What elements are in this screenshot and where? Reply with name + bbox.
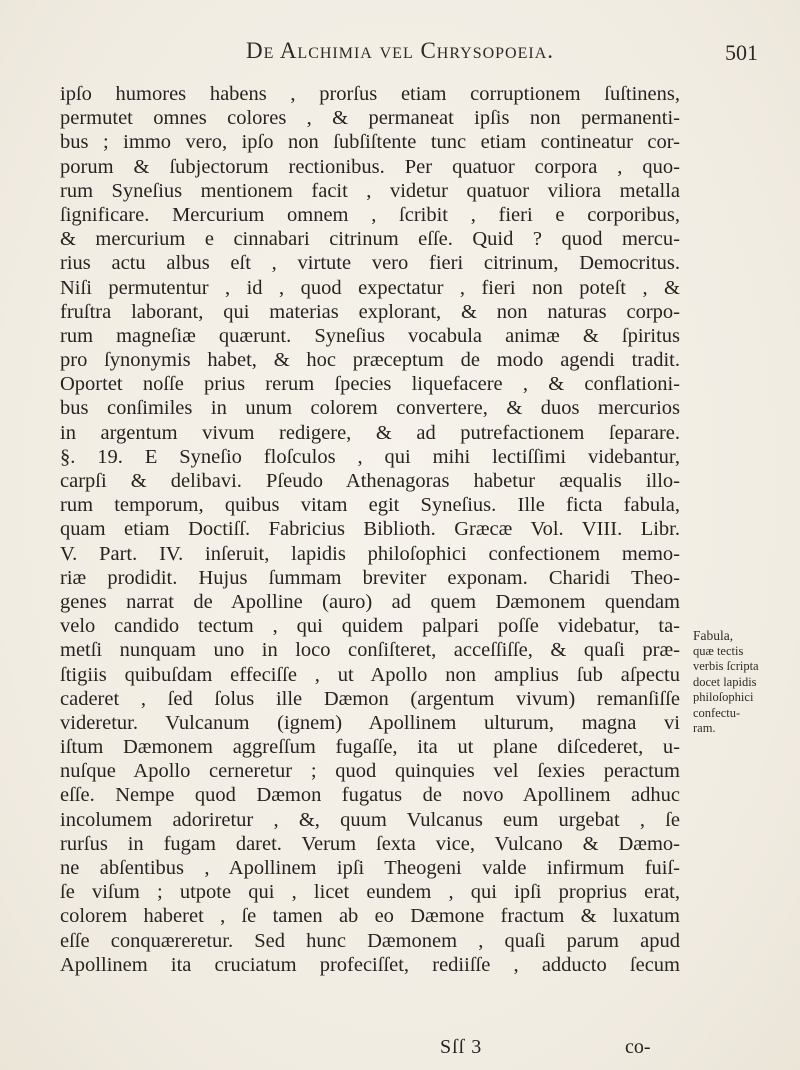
text-line: & mercurium e cinnabari citrinum eſſe. Quid ? quod mercu- bbox=[60, 228, 680, 251]
text-line: genes narrat de Apolline (auro) ad quem Dæmonem quendam bbox=[60, 590, 680, 613]
text-line: eſſe. Nempe quod Dæmon fugatus de novo Apollinem adhuc bbox=[60, 784, 680, 807]
text-line: fruſtra laborant, qui materias explorant, & non naturas corpo- bbox=[60, 300, 680, 323]
text-line: eſſe conquæreretur. Sed hunc Dæmonem , quaſi parum apud bbox=[60, 929, 680, 952]
margin-note-line: Fabula, bbox=[693, 628, 734, 643]
margin-note-line: philoſophici bbox=[693, 690, 754, 704]
text-line: pro ſynonymis habet, & hoc præceptum de modo agendi tradit. bbox=[60, 349, 680, 372]
text-line: permutet omnes colores , & permaneat ipſis non permanenti- bbox=[60, 107, 680, 130]
main-text-block bbox=[60, 82, 680, 977]
text-line: rius actu albus eſt , virtute vero fieri citrinum, Democritus. bbox=[60, 252, 680, 275]
text-line: ipſo humores habens , prorſus etiam corruptionem ſuſtinens, bbox=[60, 83, 680, 105]
text-line: Niſi permutentur , id , quod expectatur , fieri non poteſt , & bbox=[60, 276, 680, 299]
section-start-line: §. 19. E Syneſio floſculos , qui mihi lectiſſimi videbantur, bbox=[60, 445, 680, 468]
text-line: quam etiam Doctiſſ. Fabricius Biblioth. Græcæ Vol. VIII. Libr. bbox=[60, 518, 680, 541]
margin-note-line: confectu- bbox=[693, 705, 741, 720]
text-line: metſi nunquam uno in loco conſiſteret, acceſſiſſe, & quaſi præ- bbox=[60, 639, 680, 662]
text-line: rum magneſiæ quærunt. Syneſius vocabula animæ & ſpiritus bbox=[60, 324, 680, 347]
text-line: V. Part. IV. inſeruit, lapidis philoſophici confectionem memo- bbox=[60, 542, 680, 565]
text-line: rum Syneſius mentionem facit , videtur quatuor viliora metalla bbox=[60, 179, 680, 202]
text-line: iſtum Dæmonem aggreſſum fugaſſe, ita ut plane diſcederet, u- bbox=[60, 736, 680, 759]
text-line: bus conſimiles in unum colorem convertere, & duos mercurios bbox=[60, 397, 680, 420]
text-line: carpſi & delibavi. Pſeudo Athenagoras habetur æqualis illo- bbox=[60, 470, 680, 492]
text-line: rurſus in fugam daret. Verum ſexta vice, Vulcano & Dæmo- bbox=[60, 832, 680, 855]
text-line: nuſque Apollo cerneretur ; quod quinquies vel ſexies peractum bbox=[60, 760, 680, 783]
text-line: colorem haberet , ſe tamen ab eo Dæmone fractum & luxatum bbox=[60, 905, 680, 928]
text-line: Apollinem ita cruciatum profeciſſet, rediiſſe , adducto ſecum bbox=[60, 953, 680, 976]
text-line: riæ prodidit. Hujus ſummam breviter exponam. Charidi Theo- bbox=[60, 566, 680, 589]
text-line: videretur. Vulcanum (ignem) Apollinem ulturum, magna vi bbox=[60, 711, 680, 734]
text-line: bus ; immo vero, ipſo non ſubſiſtente tunc etiam contineatur cor- bbox=[60, 131, 680, 154]
margin-note bbox=[693, 628, 785, 737]
margin-note-line: verbis ſcripta bbox=[693, 659, 759, 673]
text-line: incolumem adoriretur , &, quum Vulcanus eum urgebat , ſe bbox=[60, 808, 680, 831]
text-line: porum & ſubjectorum rectionibus. Per quatuor corpora , quo- bbox=[60, 155, 680, 178]
margin-note-line: docet lapidis bbox=[693, 674, 757, 689]
running-title: De Alchimia vel Chrysopoeia. bbox=[245, 38, 555, 63]
text-line: in argentum vivum redigere, & ad putrefactionem ſeparare. bbox=[60, 421, 680, 444]
signature-mark: Sſſ 3 bbox=[440, 1036, 483, 1058]
text-line: ſe viſum ; utpote qui , licet eundem , qui ipſi proprius erat, bbox=[60, 881, 680, 904]
text-line: velo candido tectum , qui quidem palpari poſſe videbatur, ta- bbox=[60, 615, 680, 638]
margin-note-line: ram. bbox=[693, 721, 716, 735]
text-line: ſignificare. Mercurium omnem , ſcribit , fieri e corporibus, bbox=[60, 203, 680, 226]
text-line: rum temporum, quibus vitam egit Syneſius. Ille ficta fabula, bbox=[60, 494, 680, 517]
margin-note-line: quæ tectis bbox=[693, 643, 744, 658]
text-line: caderet , ſed ſolus ille Dæmon (argentum vivum) remanſiſſe bbox=[60, 687, 680, 710]
text-line: ne abſentibus , Apollinem ipſi Theogeni valde infirmum fuiſ- bbox=[60, 857, 680, 879]
page-number: 501 bbox=[725, 40, 758, 65]
text-line: ſtigiis quibuſdam effeciſſe , ut Apollo non amplius ſub aſpectu bbox=[60, 663, 680, 686]
text-line: Oportet noſſe prius rerum ſpecies liquefacere , & conflationi- bbox=[60, 373, 680, 396]
catchword: co- bbox=[625, 1036, 651, 1058]
